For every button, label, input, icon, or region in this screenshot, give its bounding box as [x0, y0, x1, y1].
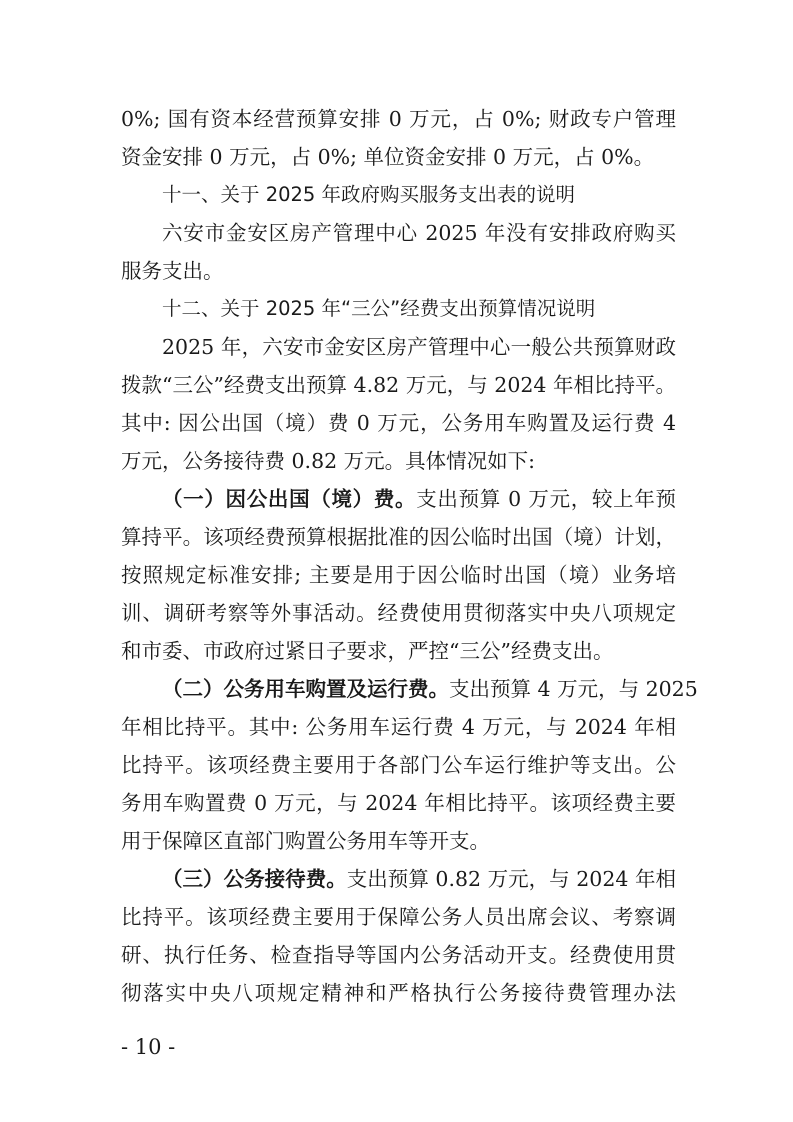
page-number: - 10 - — [121, 1035, 176, 1059]
body-line: 2025 年，六安市金安区房产管理中心一般公共预算财政 — [162, 335, 676, 359]
subsection-line — [162, 481, 676, 517]
body-line: 训、调研考察等外事活动。经费使用贯彻落实中央八项规定 — [121, 601, 676, 625]
subsection-lead-2: （二）公务用车购置及运行费。 — [162, 677, 449, 701]
body-text: 支出预算 0 万元，较上年预 — [416, 487, 677, 511]
section-heading-12: 十二、关于 2025 年“三公”经费支出预算情况说明 — [162, 297, 596, 320]
subsection-lead-3: （三）公务接待费。 — [162, 867, 347, 891]
body-line: 万元，公务接待费 0.82 万元。具体情况如下: — [121, 449, 536, 473]
body-text: 支出预算 4 万元，与 2025 — [449, 677, 698, 701]
body-line: 彻落实中央八项规定精神和严格执行公务接待费管理办法 — [121, 981, 676, 1005]
body-line: 比持平。该项经费主要用于保障公务人员出席会议、考察调 — [121, 905, 676, 929]
body-line: 年相比持平。其中: 公务用车运行费 4 万元，与 2024 年相 — [121, 715, 676, 739]
body-line: 按照规定标准安排; 主要是用于因公临时出国（境）业务培 — [121, 563, 676, 587]
body-line: 研、执行任务、检查指导等国内公务活动开支。经费使用贯 — [121, 943, 676, 967]
body-line: 0%; 国有资本经营预算安排 0 万元，占 0%; 财政专户管理 — [121, 107, 676, 131]
body-line: 六安市金安区房产管理中心 2025 年没有安排政府购买 — [162, 221, 676, 245]
section-heading-11: 十一、关于 2025 年政府购买服务支出表的说明 — [162, 183, 576, 206]
body-text: 支出预算 0.82 万元，与 2024 年相 — [346, 867, 676, 891]
body-line: 服务支出。 — [121, 259, 224, 283]
body-line: 算持平。该项经费预算根据批准的因公临时出国（境）计划， — [121, 525, 676, 549]
subsection-line — [162, 671, 698, 707]
body-line: 比持平。该项经费主要用于各部门公车运行维护等支出。公 — [121, 753, 676, 777]
body-line: 务用车购置费 0 万元，与 2024 年相比持平。该项经费主要 — [121, 791, 676, 815]
body-line: 其中: 因公出国（境）费 0 万元，公务用车购置及运行费 4 — [121, 411, 676, 435]
body-line: 和市委、市政府过紧日子要求，严控“三公”经费支出。 — [121, 639, 614, 663]
subsection-lead-1: （一）因公出国（境）费。 — [162, 487, 417, 511]
subsection-line — [162, 861, 676, 897]
body-line: 用于保障区直部门购置公务用车等开支。 — [121, 829, 490, 853]
body-line: 资金安排 0 万元，占 0%; 单位资金安排 0 万元，占 0%。 — [121, 145, 655, 169]
body-line: 拨款“三公”经费支出预算 4.82 万元，与 2024 年相比持平。 — [121, 373, 676, 397]
